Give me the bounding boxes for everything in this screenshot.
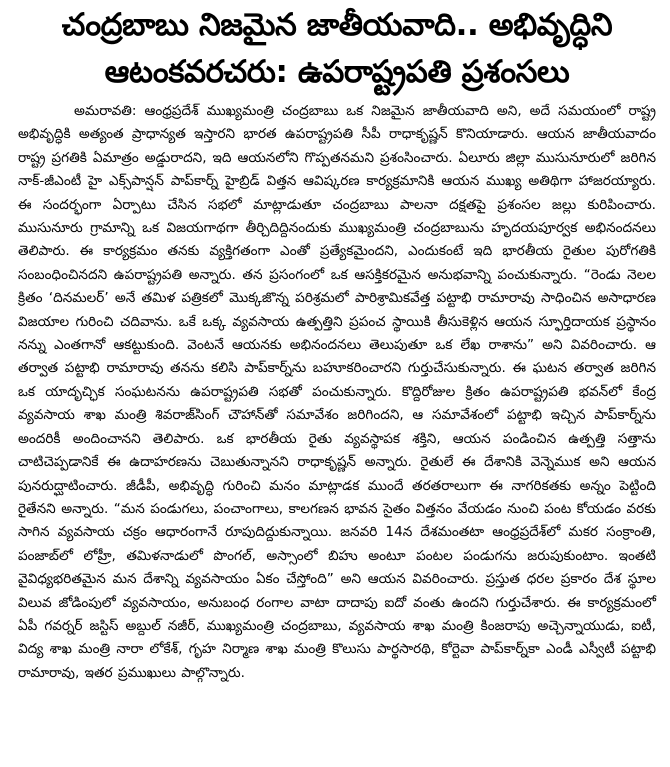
article-body: అమరావతి: ఆంధ్రప్రదేశ్ ముఖ్యమంత్రి చంద్రబాబు ఒక నిజమైన జాతీయవాది అని, అదే సమయంలో రాష్ట్ర అభివృద్ధికి అత్యంత ప్రాధాన్యత ఇస్తారని భారత ఉపరాష్ట్రపతి సీపీ రాధాకృష్ణన్ కొనియాడారు. ఆయన జాతీయవాదం రాష్ట్ర ప్రగతికి ఏమాత్రం అడ్డురాదని, ఇది ఆయనలోని గొప్పతనమని ప్రశంసించారు. ఏలూరు జిల్లా ముసునూరులో జరిగిన నాక్-జీఎంటీ హై ఎక్స్‌పాన్షన్ పాప్‌కార్న్ హైబ్రిడ్ విత్తన ఆవిష్కరణ కార్యక్రమానికి ఆయన ముఖ్య అతిథిగా హాజరయ్యారు. ఈ సందర్భంగా ఏర్పాటు చేసిన సభలో మాట్లాడుతూ చంద్రబాబు పాలనా దక్షతపై ప్రశంసల జల్లు కురిపించారు. ముసునూరు గ్రామాన్ని ఒక విజయగాథగా తీర్చిదిద్దినందుకు ముఖ్యమంత్రి చంద్రబాబును హృదయపూర్వక అభినందనలు తెలిపారు. ఈ కార్యక్రమం తనకు వ్యక్తిగతంగా ఎంతో ప్రత్యేకమైందని, ఎందుకంటే ఇది భారతీయ రైతుల పురోగతికి సంబంధించినదని ఉపరాష్ట్రపతి అన్నారు. తన ప్రసంగంలో ఒక ఆసక్తికరమైన అనుభవాన్ని పంచుకున్నారు. “రెండు నెలల క్రితం ‘దినమలర్’ అనే తమిళ పత్రికలో మొక్కజొన్న పరిశ్రమలో పారిశ్రామికవేత్త పట్టాభి రామారావు సాధించిన అసాధారణ విజయాల గురించి చదివాను. ఒకే ఒక్క వ్యవసాయ ఉత్పత్తిని ప్రపంచ స్థాయికి తీసుకెళ్లిన ఆయన స్ఫూర్తిదాయక ప్రస్థానం నన్ను ఎంతగానో ఆకట్టుకుంది. వెంటనే ఆయనకు అభినందనలు తెలుపుతూ ఒక లేఖ రాశాను” అని వివరించారు. ఆ తర్వాత పట్టాభి రామారావు తనను కలిసి పాప్‌కార్న్‌ను బహూకరించారని గుర్తుచేసుకున్నారు. ఈ ఘటన తర్వాత జరిగిన ఒక యాదృచ్ఛిక సంఘటనను ఉపరాష్ట్రపతి సభతో పంచుకున్నారు. కొద్దిరోజుల క్రితం ఉపరాష్ట్రపతి భవన్‌లో కేంద్ర వ్యవసాయ శాఖ మంత్రి శివరాజ్‌సింగ్ చౌహాన్‌తో సమావేశం జరిగిందని, ఆ సమావేశంలో పట్టాభి ఇచ్చిన పాప్‌కార్న్‌ను అందరికీ అందించానని తెలిపారు. ఒక భారతీయ రైతు వ్యవస్థాపక శక్తిని, ఆయన పండించిన ఉత్పత్తి సత్తాను చాటిచెప్పడానికే ఈ ఉదాహరణను చెబుతున్నానని రాధాకృష్ణన్ అన్నారు. రైతులే ఈ దేశానికి వెన్నెముక అని ఆయన పునరుద్ఘాటించారు. జీడీపీ, అభివృద్ధి గురించి మనం మాట్లాడక ముందే తరతరాలుగా ఈ నాగరికతకు అన్నం పెట్టింది రైతేనని అన్నారు. “మన పండుగలు, పంచాంగాలు, కాలగణన భావన సైతం విత్తనం వేయడం నుంచి పంట కోయడం వరకు సాగిన వ్యవసాయ చక్రం ఆధారంగానే రూపుదిద్దుకున్నాయి. జనవరి 14న దేశమంతటా ఆంధ్రప్రదేశ్‌లో మకర సంక్రాంతి, పంజాబ్‌లో లోహ్రీ, తమిళనాడులో పొంగల్, అస్సాంలో బిహు అంటూ పంటల పండుగను జరుపుకుంటాం. ఇంతటి వైవిధ్యభరితమైన మన దేశాన్ని వ్యవసాయం ఏకం చేస్తోంది” అని ఆయన వివరించారు. ప్రస్తుత ధరల ప్రకారం దేశ స్థూల విలువ జోడింపులో వ్యవసాయం, అనుబంధ రంగాల వాటా దాదాపు ఐదో వంతు ఉందని గుర్తుచేశారు. ఈ కార్యక్రమంలో ఏపీ గవర్నర్ జస్టిస్ అబ్దుల్ నజీర్, ముఖ్యమంత్రి చంద్రబాబు, వ్యవసాయ శాఖ మంత్రి కింజరాపు అచ్చెన్నాయుడు, ఐటీ, విద్య శాఖ మంత్రి నారా లోకేశ్, గృహ నిర్మాణ శాఖ మంత్రి కొలుసు పార్థసారథి, కోర్టెవా పాప్‌కార్న్‌కా ఎండీ ఎస్వీటీ పట్టాభి రామారావు, ఇతర ప్రముఖులు పాల్గొన్నారు. [18, 103, 656, 681]
headline-line-2: ఆటంకవరచరు: ఉపరాష్ట్రపతి ప్రశంసలు [104, 54, 570, 90]
article-headline [18, 0, 656, 96]
headline-line-1: చంద్రబాబు నిజమైన జాతీయవాది.. అభివృద్ధిని [61, 7, 613, 43]
